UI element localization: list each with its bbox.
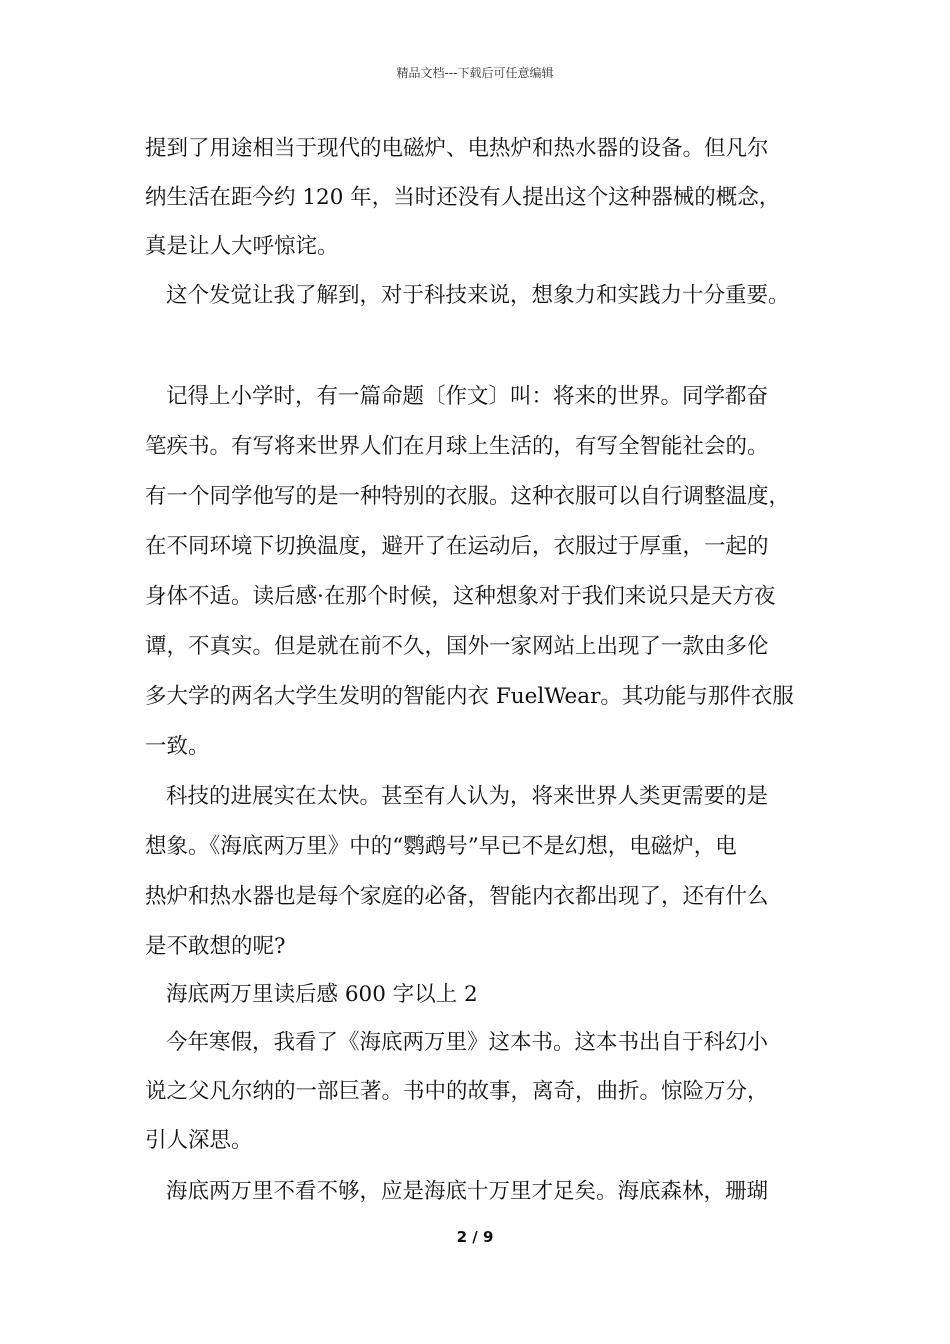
text-line: 笔疾书。有写将来世界人们在月球上生活的，有写全智能社会的。 [145,434,769,459]
text-line: 真是让人大呼惊诧。 [145,234,339,259]
page-header: 精品文档---下载后可任意编辑 [396,66,554,80]
text-line: 是不敢想的呢? [145,934,286,959]
text-line: 热炉和热水器也是每个家庭的必备，智能内衣都出现了，还有什么 [145,884,769,909]
text-line: 纳生活在距今约 120 年，当时还没有人提出这个这种器械的概念， [145,185,781,210]
section-heading: 海底两万里读后感 600 字以上 2 [166,982,478,1007]
text-line: 谭，不真实。但是就在前不久，国外一家网站上出现了一款由多伦 [145,634,769,659]
text-line: 说之父凡尔纳的一部巨著。书中的故事，离奇，曲折。惊险万分， [145,1079,769,1104]
page-number: 2 / 9 [456,1228,494,1246]
text-line: 记得上小学时，有一篇命题〔作文〕叫：将来的世界。同学都奋 [166,384,769,409]
text-line: 身体不适。读后感·在那个时候，这种想象对于我们来说只是天方夜 [145,584,776,609]
text-line: 想象。《海底两万里》中的“鹦鹉号”早已不是幻想，电磁炉，电 [145,834,737,859]
text-line: 提到了用途相当于现代的电磁炉、电热炉和热水器的设备。但凡尔 [145,136,769,161]
text-line: 海底两万里不看不够，应是海底十万里才足矣。海底森林，珊瑚 [166,1179,769,1204]
text-line: 引人深思。 [145,1128,253,1153]
text-line: 今年寒假，我看了《海底两万里》这本书。这本书出自于科幻小 [166,1030,769,1055]
text-line: 科技的进展实在太快。甚至有人认为，将来世界人类更需要的是 [166,784,769,809]
text-line: 这个发觉让我了解到，对于科技来说，想象力和实践力十分重要。 [166,283,790,308]
text-line: 有一个同学他写的是一种特别的衣服。这种衣服可以自行调整温度， [145,484,791,509]
text-line: 一致。 [145,734,210,759]
text-line: 多大学的两名大学生发明的智能内衣 FuelWear。其功能与那件衣服 [145,684,794,709]
text-line: 在不同环境下切换温度，避开了在运动后，衣服过于厚重，一起的 [145,534,769,559]
